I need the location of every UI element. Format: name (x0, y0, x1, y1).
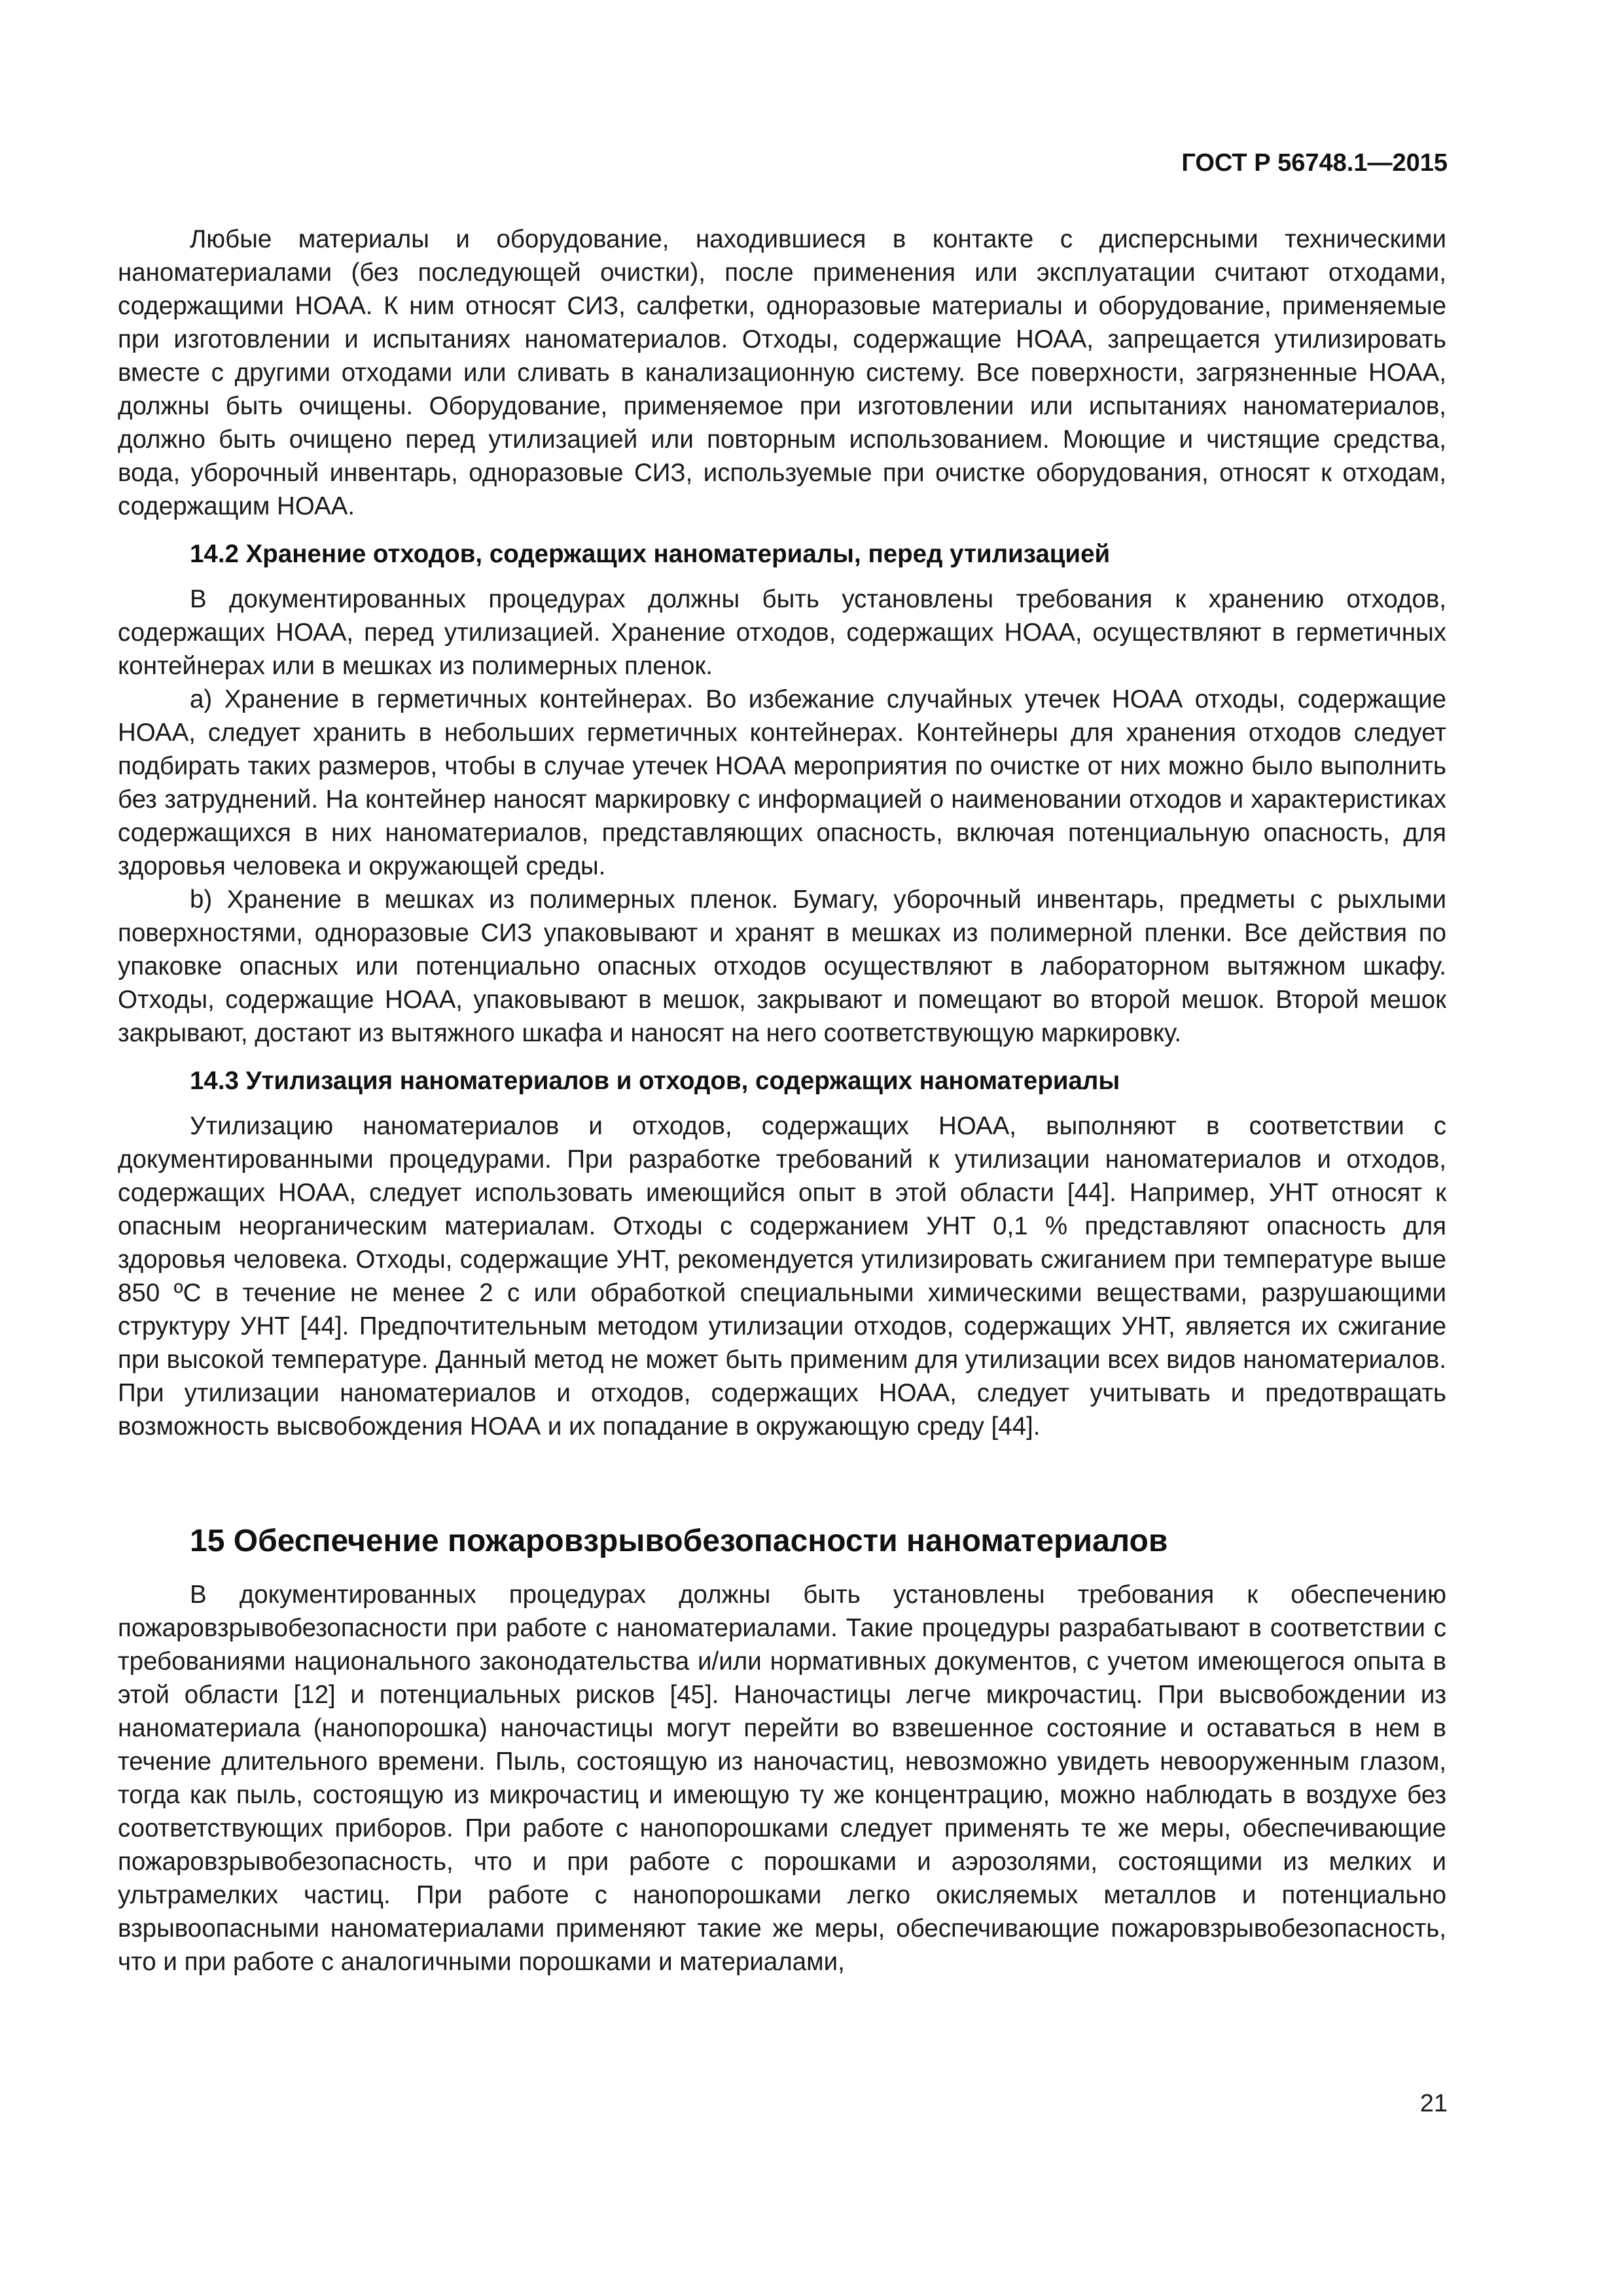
section-14-3-heading: 14.3 Утилизация наноматериалов и отходов, содержащих наноматериалы (190, 1067, 1120, 1095)
section-14-2-paragraph: В документированных процедурах должны быть установлены требования к хранению отходов, содержащих НОАА, перед утилизацией. Хранение отходов, содержащих НОАА, осуществляют в герметичных контейнерах или в мешках из полимерных пленок. (118, 585, 1446, 680)
section-14-3-paragraph: Утилизацию наноматериалов и отходов, содержащих НОАА, выполняют в соответствии с документированными процедурами. При разработке требований к утилизации наноматериалов и отходов, содержащих НОАА, следует использовать имеющийся опыт в этой области [44]. Например, УНТ относят к опасным неорганическим материалам. Отходы с содержанием УНТ 0,1 % представляют опасность для здоровья человека. Отходы, содержащие УНТ, рекомендуется утилизировать сжиганием при температуре выше 850 ºС в течение не менее 2 с или обработкой специальными химическими веществами, разрушающими структуру УНТ [44]. Предпочтительным методом утилизации отходов, содержащих УНТ, является их сжигание при высокой температуре. Данный метод не может быть применим для утилизации всех видов наноматериалов. При утилизации наноматериалов и отходов, содержащих НОАА, следует учитывать и предотвращать возможность высвобождения НОАА и их попадание в окружающую среду [44]. (118, 1112, 1446, 1441)
section-14-2-item-b: b) Хранение в мешках из полимерных пленок. Бумагу, уборочный инвентарь, предметы с рыхлыми поверхностями, одноразовые СИЗ упаковывают и хранят в мешках из полимерной пленки. Все действия по упаковке опасных или потенциально опасных отходов осуществляют в лабораторном вытяжном шкафу. Отходы, содержащие НОАА, упаковывают в мешок, закрывают и помещают во второй мешок. Второй мешок закрывают, достают из вытяжного шкафа и наносят на него соответствующую маркировку. (118, 886, 1446, 1047)
section-14-2-heading: 14.2 Хранение отходов, содержащих наноматериалы, перед утилизацией (190, 540, 1111, 568)
document-code: ГОСТ Р 56748.1—2015 (1181, 149, 1448, 177)
section-14-2-item-a: a) Хранение в герметичных контейнерах. Во избежание случайных утечек НОАА отходы, содержащие НОАА, следует хранить в небольших герметичных контейнерах. Контейнеры для хранения отходов следует подбирать таких размеров, чтобы в случае утечек НОАА мероприятия по очистке от них можно было выполнить без затруднений. На контейнер наносят маркировку с информацией о наименовании отходов и характеристиках содержащихся в них наноматериалов, представляющих опасность, включая потенциальную опасность, для здоровья человека и окружающей среды. (118, 685, 1446, 880)
section-15-paragraph: В документированных процедурах должны быть установлены требования к обеспечению пожаровзрывобезопасности при работе с наноматериалами. Такие процедуры разрабатывают в соответствии с требованиями национального законодательства и/или нормативных документов, с учетом имеющегося опыта в этой области [12] и потенциальных рисков [45]. Наночастицы легче микрочастиц. При высвобождении из наноматериала (нанопорошка) наночастицы могут перейти во взвешенное состояние и оставаться в нем в течение длительного времени. Пыль, состоящую из наночастиц, невозможно увидеть невооруженным глазом, тогда как пыль, состоящую из микрочастиц и имеющую ту же концентрацию, можно наблюдать в воздухе без соответствующих приборов. При работе с нанопорошками следует применять те же меры, обеспечивающие пожаровзрывобезопасность, что и при работе с порошками и аэрозолями, состоящими из мелких и ультрамелких частиц. При работе с нанопорошками легко окисляемых металлов и потенциально взрывоопасными наноматериалами применяют такие же меры, обеспечивающие пожаровзрывобезопасность, что и при работе с аналогичными порошками и материалами, (118, 1581, 1446, 1976)
page-body (118, 223, 1446, 1979)
section-15-heading: 15 Обеспечение пожаровзрывобезопасности наноматериалов (190, 1524, 1168, 1558)
intro-paragraph: Любые материалы и оборудование, находившиеся в контакте с дисперсными техническими наноматериалами (без последующей очистки), после применения или эксплуатации считают отходами, содержащими НОАА. К ним относят СИЗ, салфетки, одноразовые материалы и оборудование, применяемые при изготовлении и испытаниях наноматериалов. Отходы, содержащие НОАА, запрещается утилизировать вместе с другими отходами или сливать в канализационную систему. Все поверхности, загрязненные НОАА, должны быть очищены. Оборудование, применяемое при изготовлении или испытаниях наноматериалов, должно быть очищено перед утилизацией или повторным использованием. Моющие и чистящие средства, вода, уборочный инвентарь, одноразовые СИЗ, используемые при очистке оборудования, относят к отходам, содержащим НОАА. (118, 225, 1446, 520)
page-number: 21 (1419, 2090, 1448, 2117)
